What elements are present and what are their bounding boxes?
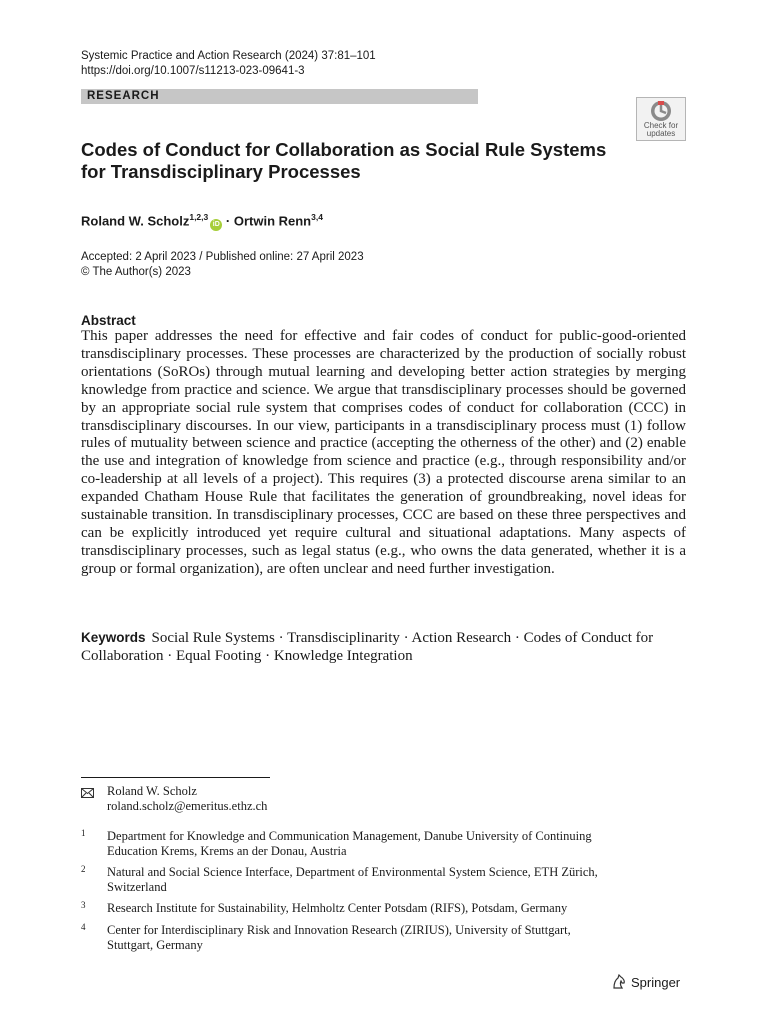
publisher-name: Springer: [631, 975, 681, 990]
paper-title: [81, 139, 621, 183]
author-affiliation-refs: 1,2,3: [189, 212, 209, 222]
affiliation-number: 4: [81, 922, 86, 932]
footnote-divider: [81, 777, 270, 778]
keywords-list: Social Rule Systems · Transdisciplinarity · Action Research · Codes of Conduct for Collaboration · Equal Footing · Knowledge Integration: [81, 630, 654, 664]
section-bar: [81, 89, 478, 104]
envelope-icon: [81, 788, 94, 798]
affiliation-text: Center for Interdisciplinary Risk and Innovation Research (ZIRIUS), University of Stuttgart,: [107, 923, 571, 937]
keywords: [81, 629, 686, 665]
contact-email[interactable]: roland.scholz@emeritus.ethz.ch: [107, 799, 268, 813]
affiliation-text: Education Krems, Krems an der Donau, Austria: [107, 844, 347, 858]
affiliation-text: Stuttgart, Germany: [107, 938, 203, 952]
abstract-heading: Abstract: [81, 313, 136, 328]
paper-title-line-1: Codes of Conduct for Collaboration as Social Rule Systems: [81, 139, 607, 160]
keywords-label: Keywords: [81, 630, 146, 645]
abstract-text: This paper addresses the need for effective and fair codes of conduct for public-good-oriented transdisciplinary processes. These processes are characterized by the production of socially robust orientations (SoROs) through mutual learning and developing better action strategies by merging knowledge from practice and science. We argue that transdisciplinary processes should be governed by an appropriate social rule system that comprises codes of conduct for collaboration (CCC) in transdisciplinary discourses. In our view, participants in a transdisciplinary process must (1) follow rules of mutuality between science and practice (accepting the otherness of the other) and (2) enable the use and integration of knowledge from science and practice (e.g., through responsibility and/or co-leadership at all levels of a project). This requires (3) a protected discourse arena similar to an expanded Chatham House Rule that facilitates the generation of groundbreaking, novel ideas for sustainable transition. In transdisciplinary processes, CCC are based on these three perspectives and can be explicitly introduced yet require cultural and situational adaptations. Many aspects of transdisciplinary processes, such as legal status (e.g., who owns the data generated, whether it is a group or formal organization), are often unclear and need further investigation.: [81, 328, 686, 577]
author-name[interactable]: Roland W. Scholz: [81, 213, 190, 229]
author-separator: ·: [225, 213, 231, 229]
check-for-updates-label: Check for updates: [643, 121, 679, 138]
orcid-icon[interactable]: iD: [210, 219, 222, 231]
affiliation-text: Department for Knowledge and Communication Management, Danube University of Continuing: [107, 829, 592, 843]
check-for-updates-icon: [649, 100, 673, 122]
affiliation-number: 1: [81, 828, 86, 838]
paper-title-line-2: for Transdisciplinary Processes: [81, 161, 361, 182]
affiliation-text: Switzerland: [107, 880, 167, 894]
affiliation-number: 3: [81, 900, 86, 910]
contact-name: Roland W. Scholz: [107, 784, 197, 798]
author-list: [81, 208, 323, 231]
check-for-updates-badge[interactable]: [636, 97, 686, 141]
author-affiliation-refs: 3,4: [311, 212, 323, 222]
affiliation-text: Natural and Social Science Interface, Department of Environmental System Science, ETH Zürich,: [107, 865, 598, 879]
affiliation-text: Research Institute for Sustainability, Helmholtz Center Potsdam (RIFS), Potsdam, Germany: [107, 901, 568, 915]
journal-citation: Systemic Practice and Action Research (2024) 37:81–101: [81, 50, 376, 62]
accepted-published-dates: Accepted: 2 April 2023 / Published online: 27 April 2023: [81, 251, 364, 263]
copyright-notice: © The Author(s) 2023: [81, 265, 191, 278]
springer-horse-icon: [611, 974, 627, 990]
author-name[interactable]: Ortwin Renn: [233, 213, 312, 229]
doi-link[interactable]: https://doi.org/10.1007/s11213-023-09641-3: [81, 65, 305, 77]
publication-dates: [81, 250, 364, 279]
publisher-logo: [611, 974, 680, 992]
affiliation-number: 2: [81, 864, 86, 874]
journal-header: [81, 49, 376, 79]
section-label: RESEARCH: [87, 90, 160, 102]
